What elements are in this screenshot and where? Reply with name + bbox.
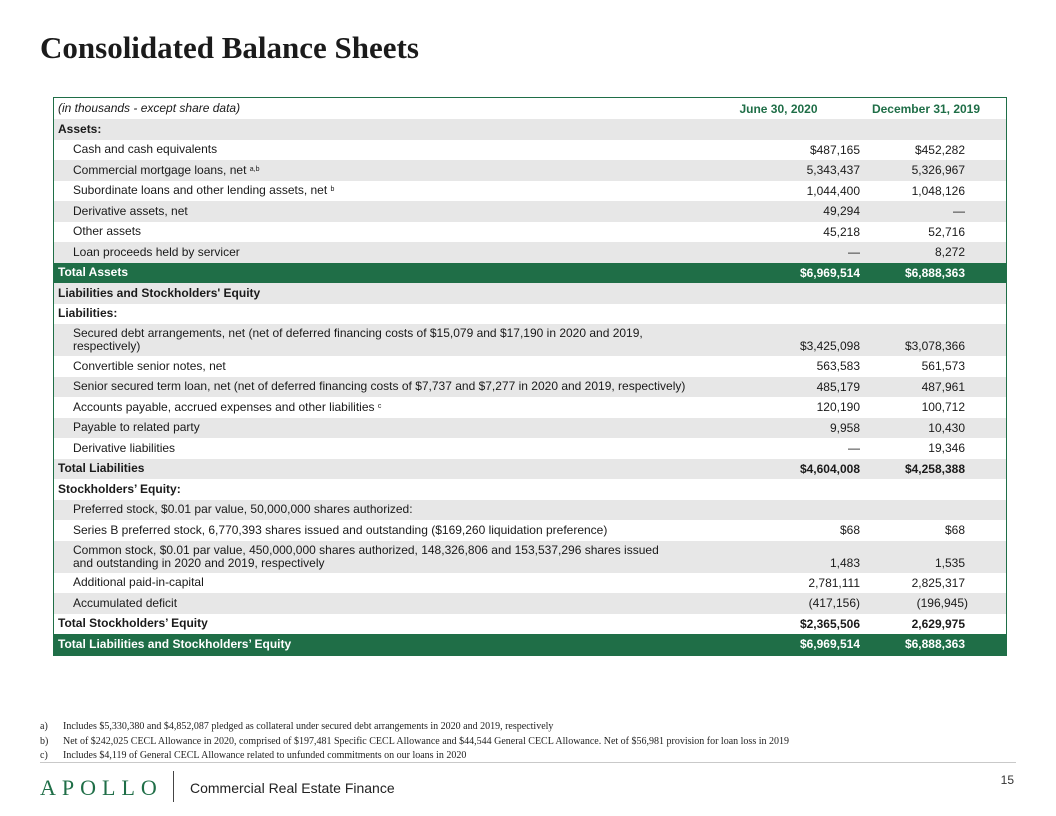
row-value-2020: $487,165 bbox=[809, 142, 860, 157]
row-value-2019: $6,888,363 bbox=[904, 637, 965, 652]
row-value-2020: 120,190 bbox=[816, 400, 860, 415]
table-row bbox=[54, 181, 1006, 202]
row-label: Loan proceeds held by servicer bbox=[73, 244, 240, 259]
row-label: Liabilities: bbox=[58, 306, 118, 321]
balance-sheet-table bbox=[53, 97, 1007, 656]
row-value-2019: 10,430 bbox=[928, 420, 965, 435]
section-header-row bbox=[54, 479, 1006, 500]
table-header-row bbox=[54, 98, 1006, 119]
row-value-2019: (196,945) bbox=[916, 596, 968, 611]
row-value-2020: 1,044,400 bbox=[806, 183, 860, 198]
table-row bbox=[54, 418, 1006, 439]
row-value-2019: $6,888,363 bbox=[904, 265, 965, 280]
row-value-2019: 1,535 bbox=[934, 555, 965, 570]
footnote-marker: c bbox=[377, 402, 382, 410]
total-row bbox=[54, 634, 1006, 655]
footnote-text: Net of $242,025 CECL Allowance in 2020, comprised of $197,481 Specific CECL Allowance and $44,544 General CECL Allowance. Net of $56,981 provision for loan loss in 2019 bbox=[63, 735, 789, 747]
row-value-2019: 100,712 bbox=[921, 400, 965, 415]
row-label: Cash and cash equivalents bbox=[73, 142, 218, 157]
footnote-marker: b bbox=[330, 186, 335, 194]
row-label: Derivative liabilities bbox=[73, 440, 176, 455]
table-row bbox=[54, 593, 1006, 614]
row-label: Total Liabilities bbox=[58, 461, 145, 476]
footnote-item bbox=[40, 735, 1020, 750]
table-row bbox=[54, 397, 1006, 418]
row-value-2020: $6,969,514 bbox=[799, 265, 860, 280]
footnote-marker: a,b bbox=[249, 165, 260, 173]
row-value-2020: $68 bbox=[839, 523, 860, 538]
row-label: Commercial mortgage loans, net $^{a,b}$ bbox=[73, 162, 260, 177]
row-value-2020: $2,365,506 bbox=[799, 616, 860, 631]
table-row bbox=[54, 324, 1006, 356]
row-label: Additional paid-in-capital bbox=[73, 575, 204, 590]
table-row bbox=[54, 438, 1006, 459]
row-value-2019: 8,272 bbox=[934, 245, 965, 260]
row-value-2019: 5,326,967 bbox=[911, 163, 965, 178]
table-row bbox=[54, 500, 1006, 521]
row-label: Total Liabilities and Stockholders’ Equity bbox=[58, 636, 292, 651]
column-header-dec-2019: December 31, 2019 bbox=[871, 101, 981, 116]
row-value-2019: 487,961 bbox=[921, 379, 965, 394]
row-value-2019: 19,346 bbox=[928, 441, 965, 456]
row-label: Preferred stock, $0.01 par value, 50,000,000 shares authorized: bbox=[73, 502, 413, 517]
row-value-2020: $3,425,098 bbox=[799, 339, 860, 353]
table-row bbox=[54, 573, 1006, 594]
row-label: Accumulated deficit bbox=[73, 595, 178, 610]
row-label: Other assets bbox=[73, 224, 142, 239]
section-header-row bbox=[54, 304, 1006, 325]
row-value-2020: $6,969,514 bbox=[799, 637, 860, 652]
row-value-2019: $452,282 bbox=[914, 142, 965, 157]
table-row bbox=[54, 377, 1006, 398]
row-label: Derivative assets, net bbox=[73, 203, 188, 218]
row-value-2020: — bbox=[848, 245, 860, 260]
row-label: Series B preferred stock, 6,770,393 shares issued and outstanding ($169,260 liquidation preference) bbox=[73, 522, 608, 537]
row-value-2019: 52,716 bbox=[928, 224, 965, 239]
row-value-2020: 9,958 bbox=[829, 420, 860, 435]
row-label: Liabilities and Stockholders' Equity bbox=[58, 285, 261, 300]
row-label: Payable to related party bbox=[73, 420, 200, 435]
row-label: Stockholders’ Equity: bbox=[58, 481, 181, 496]
units-note: (in thousands - except share data) bbox=[58, 101, 241, 115]
row-label: Total Assets bbox=[58, 265, 129, 280]
column-header-june-2020: June 30, 2020 bbox=[739, 101, 818, 116]
apollo-logo: APOLLO bbox=[40, 775, 163, 800]
row-label: Senior secured term loan, net (net of deferred financing costs of $7,737 and $7,277 in 2020 and 2019, respectively) bbox=[73, 379, 686, 394]
row-label: Assets: bbox=[58, 121, 102, 136]
row-value-2020: 1,483 bbox=[829, 555, 860, 570]
row-value-2020: 45,218 bbox=[823, 224, 860, 239]
footnote-key: c) bbox=[40, 750, 48, 761]
row-label: Accounts payable, accrued expenses and other liabilities $^c$ bbox=[73, 399, 382, 414]
section-header-row bbox=[54, 283, 1006, 304]
table-row bbox=[54, 356, 1006, 377]
row-label: Common stock, $0.01 par value, 450,000,000 shares authorized, 148,326,806 and 153,537,296 shares issued and outstanding in 2020 and 2019, respectively bbox=[73, 542, 659, 570]
footer-divider-line bbox=[40, 762, 1016, 763]
row-value-2019: 2,825,317 bbox=[911, 575, 965, 590]
table-row bbox=[54, 140, 1006, 161]
table-row bbox=[54, 242, 1006, 263]
row-value-2019: 2,629,975 bbox=[911, 616, 965, 631]
row-label: Secured debt arrangements, net (net of deferred financing costs of $15,079 and $17,190 in 2020 and 2019, respectively) bbox=[73, 326, 643, 353]
footnote-text: Includes $5,330,380 and $4,852,087 pledged as collateral under secured debt arrangements in 2020 and 2019, respectively bbox=[63, 721, 554, 732]
footnote-key: b) bbox=[40, 735, 49, 747]
row-value-2019: — bbox=[953, 204, 965, 219]
table-row bbox=[54, 201, 1006, 222]
table-row bbox=[54, 160, 1006, 181]
row-label: Convertible senior notes, net bbox=[73, 358, 226, 373]
footnotes bbox=[40, 720, 1020, 764]
total-row bbox=[54, 263, 1006, 284]
section-header-row bbox=[54, 119, 1006, 140]
logo-divider bbox=[173, 771, 174, 802]
row-label: Total Stockholders’ Equity bbox=[58, 616, 208, 631]
row-value-2020: — bbox=[848, 441, 860, 456]
table-row bbox=[54, 541, 1006, 573]
row-value-2020: 2,781,111 bbox=[808, 575, 860, 590]
row-value-2020: 5,343,437 bbox=[806, 163, 860, 178]
page-number: 15 bbox=[1000, 773, 1014, 787]
row-value-2019: $4,258,388 bbox=[904, 461, 965, 476]
subtotal-row bbox=[54, 459, 1006, 480]
row-value-2020: (417,156) bbox=[808, 596, 860, 611]
row-label: Subordinate loans and other lending assets, net $^b$ bbox=[73, 183, 335, 198]
subtotal-row bbox=[54, 614, 1006, 635]
row-value-2019: 1,048,126 bbox=[911, 183, 965, 198]
table-row bbox=[54, 222, 1006, 243]
row-value-2019: $68 bbox=[944, 523, 965, 538]
footer-subtitle: Commercial Real Estate Finance bbox=[190, 780, 395, 796]
footnote-item bbox=[40, 720, 1020, 735]
footnote-key: a) bbox=[40, 721, 48, 732]
page-title: Consolidated Balance Sheets bbox=[40, 30, 419, 65]
table-row bbox=[54, 520, 1006, 541]
row-value-2019: 561,573 bbox=[921, 359, 965, 374]
row-value-2020: 563,583 bbox=[816, 359, 860, 374]
footnote-text: Includes $4,119 of General CECL Allowance related to unfunded commitments on our loans in 2020 bbox=[63, 750, 467, 761]
row-value-2020: 485,179 bbox=[816, 379, 860, 394]
row-value-2020: 49,294 bbox=[823, 204, 860, 219]
row-value-2020: $4,604,008 bbox=[799, 461, 860, 476]
row-value-2019: $3,078,366 bbox=[904, 339, 965, 353]
